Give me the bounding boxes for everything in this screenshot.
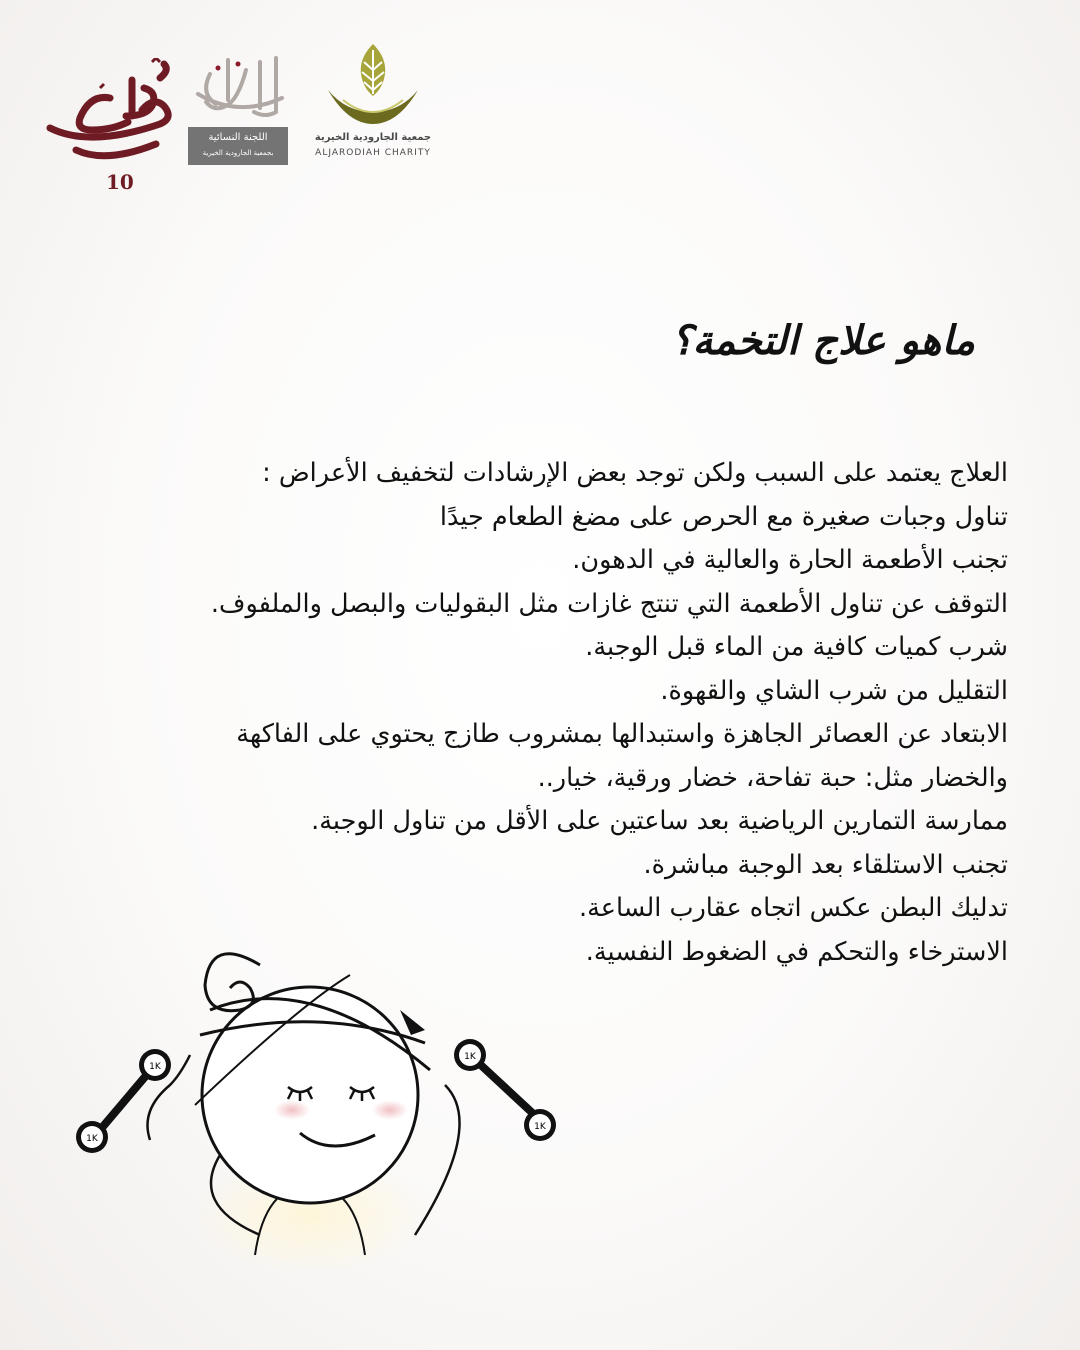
right-dumbbell-icon: [454, 1039, 556, 1141]
intro-line: العلاج يعتمد على السبب ولكن توجد بعض الإرشادات لتخفيف الأعراض :: [262, 458, 1008, 488]
committee-subtitle: بجمعية الجارودية الخيرية: [202, 149, 274, 157]
committee-name-bar: [188, 127, 288, 165]
right-cheek: [372, 1100, 408, 1120]
tip-line: التقليل من شرب الشاي والقهوة.: [660, 675, 1008, 706]
charity-name-ar: جمعية الجارودية الخيرية: [314, 132, 432, 143]
dumbbell-label: 1K: [534, 1122, 546, 1132]
ladies-committee-logo: [188, 50, 288, 165]
tip-line: التوقف عن تناول الأطعمة التي تنتج غازات مثل البقوليات والبصل والملفوف.: [210, 588, 1008, 619]
dumbbell-label: 1K: [464, 1052, 476, 1062]
tip-line: تناول وجبات صغيرة مع الحرص على مضغ الطعام جيدًا: [439, 501, 1008, 532]
exercising-woman-illustration: [60, 915, 580, 1275]
committee-name: اللجنة النسائية: [208, 132, 268, 143]
khamis-logo: [40, 58, 180, 193]
wheat-leaf-icon: [308, 40, 438, 132]
left-cheek: [274, 1100, 310, 1120]
headband-knot: [400, 1010, 425, 1035]
tip-line: الاسترخاء والتحكم في الضغوط النفسية.: [585, 936, 1008, 967]
treatment-tips: [38, 452, 1008, 974]
tip-line: والخضار مثل: حبة تفاحة، خضار ورقية، خيار..: [537, 762, 1008, 793]
page-title: ماهو علاج التخمة؟: [671, 318, 975, 364]
committee-calligraphy: [188, 50, 288, 124]
dumbbell-label: 1K: [149, 1062, 161, 1072]
tip-line: شرب كميات كافية من الماء قبل الوجبة.: [585, 632, 1008, 662]
tip-line: تدليك البطن عكس اتجاه عقارب الساعة.: [579, 893, 1008, 923]
tip-line: الابتعاد عن العصائر الجاهزة واستبدالها بمشروب طازج يحتوي على الفاكهة: [236, 719, 1008, 749]
charity-logo: [308, 40, 438, 165]
logo-row: [40, 40, 460, 194]
charity-name-en: ALJARODIAH CHARITY: [315, 148, 431, 158]
tip-line: تجنب الأطعمة الحارة والعالية في الدهون.: [572, 545, 1008, 575]
dumbbell-label: 1K: [86, 1134, 98, 1144]
tip-line: تجنب الاستلقاء بعد الوجبة مباشرة.: [643, 849, 1008, 880]
tip-line: ممارسة التمارين الرياضية بعد ساعتين على الأقل من تناول الوجبة.: [311, 806, 1008, 836]
khamis-calligraphy: [40, 58, 180, 168]
khamis-number: 10: [106, 170, 134, 194]
